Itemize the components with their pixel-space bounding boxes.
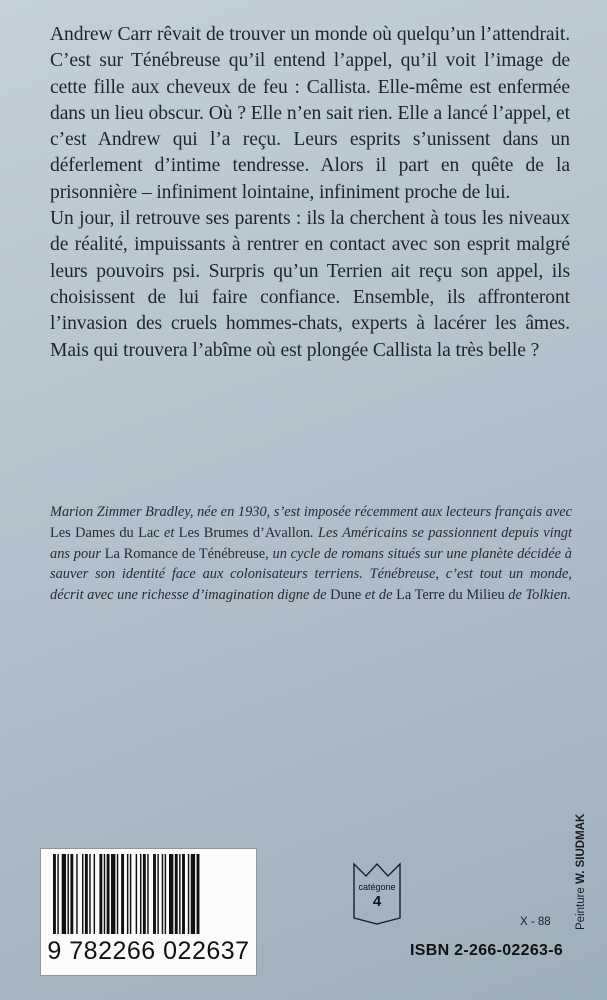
barcode-bar [94, 854, 95, 934]
book-title: Dune [330, 587, 362, 604]
barcode-bar [147, 854, 148, 934]
product-code: X - 88 [520, 916, 551, 928]
barcode-bar [143, 854, 146, 934]
bio-text: et [159, 524, 179, 541]
barcode-bar [179, 854, 180, 934]
barcode-bar [53, 854, 56, 934]
barcode-bar [99, 854, 102, 934]
credit-prefix: Peinture [575, 883, 587, 930]
barcode-bar [117, 854, 118, 934]
barcode-bar [162, 854, 163, 934]
barcode-digits: 9 782266 022637 [47, 937, 250, 965]
barcode-bar [121, 854, 124, 934]
bio-text: . Les Américains se passionnent depuis vingt ans pour [50, 524, 572, 562]
barcode-bar [127, 854, 128, 934]
barcode-bar [188, 854, 189, 934]
blurb-paragraph-1: Andrew Carr rêvait de trouver un monde où quelqu’un l’attendrait. C’est sur Ténébreuse qu’il entend l’appel, qu’il voit l’image de cette fille aux cheveux de feu : Callista. Elle-même est enfermée dans un lieu obscur. Où ? Elle n’en sait rien. Elle a lancé l’appel, et c’est Andrew qui l’a reçu. Leurs esprits s’unissent dans un déferlement d’intime tendresse. Alors il part en quête de la prisonnière – infiniment lointaine, infiniment proche de lui. [50, 24, 570, 203]
barcode-bar [165, 854, 166, 934]
blurb-paragraph-2: Un jour, il retrouve ses parents : ils la cherchent à tous les niveaux de réalité, impuissants à rentrer en contact avec son esprit malgré leurs pouvoirs psi. Surpris qu’un Terrien ait reçu son appel, ils choisissent de lui faire confiance. Ensemble, ils affronteront l’invasion des cruels hommes-chats, experts à lacérer les âmes. Mais qui trouvera l’abîme où est plongée Callista la très belle ? [50, 208, 570, 361]
barcode-bar [197, 854, 200, 934]
barcode-bar [70, 854, 73, 934]
barcode-bar [62, 854, 66, 934]
barcode-bar [136, 854, 137, 934]
isbn: ISBN 2-266-02263-6 [410, 942, 564, 959]
barcode-bar [85, 854, 88, 934]
bio-text: Marion Zimmer Bradley, née en 1930, s’est imposée récemment aux lecteurs français avec [50, 504, 572, 520]
barcode-bar [153, 854, 156, 934]
bio-text: de Tolkien. [504, 587, 571, 604]
barcode-bar [82, 854, 83, 934]
barcode-bar [76, 854, 77, 934]
bio-text: , un cycle de romans situés sur une planète décidée à sauver son identité face aux colonisateurs terriens. Ténébreuse, c’est tout un monde, décrit avec une richesse d’imagination digne de [50, 545, 572, 604]
barcode-bars [45, 854, 252, 936]
barcode-bar [57, 854, 58, 934]
author-bio [50, 502, 572, 606]
barcode-bar [111, 854, 115, 934]
back-cover-blurb [50, 22, 570, 364]
barcode-bar [175, 854, 178, 934]
barcode-bar [191, 854, 195, 934]
bio-text: et de [361, 587, 397, 604]
barcode-bar [182, 854, 185, 934]
book-title: Les Dames du Lac [50, 524, 160, 541]
barcode-bar [157, 854, 158, 934]
category-label: catégone [358, 882, 396, 892]
barcode-bar [169, 854, 173, 934]
category-badge [352, 862, 402, 926]
barcode-bar [140, 854, 141, 934]
barcode-bar [104, 854, 105, 934]
barcode [40, 848, 257, 976]
category-number: 4 [372, 893, 382, 910]
credit-artist: W. SIUDMAK [575, 813, 587, 884]
book-title: La Romance de Ténébreuse [104, 545, 266, 562]
barcode-bar [89, 854, 90, 934]
barcode-bar [130, 854, 131, 934]
book-title: La Terre du Milieu [396, 587, 505, 604]
barcode-bar [68, 854, 69, 934]
book-title: Les Brumes d’Avallon [178, 524, 311, 541]
cover-art-credit [575, 814, 587, 930]
barcode-bar [107, 854, 110, 934]
